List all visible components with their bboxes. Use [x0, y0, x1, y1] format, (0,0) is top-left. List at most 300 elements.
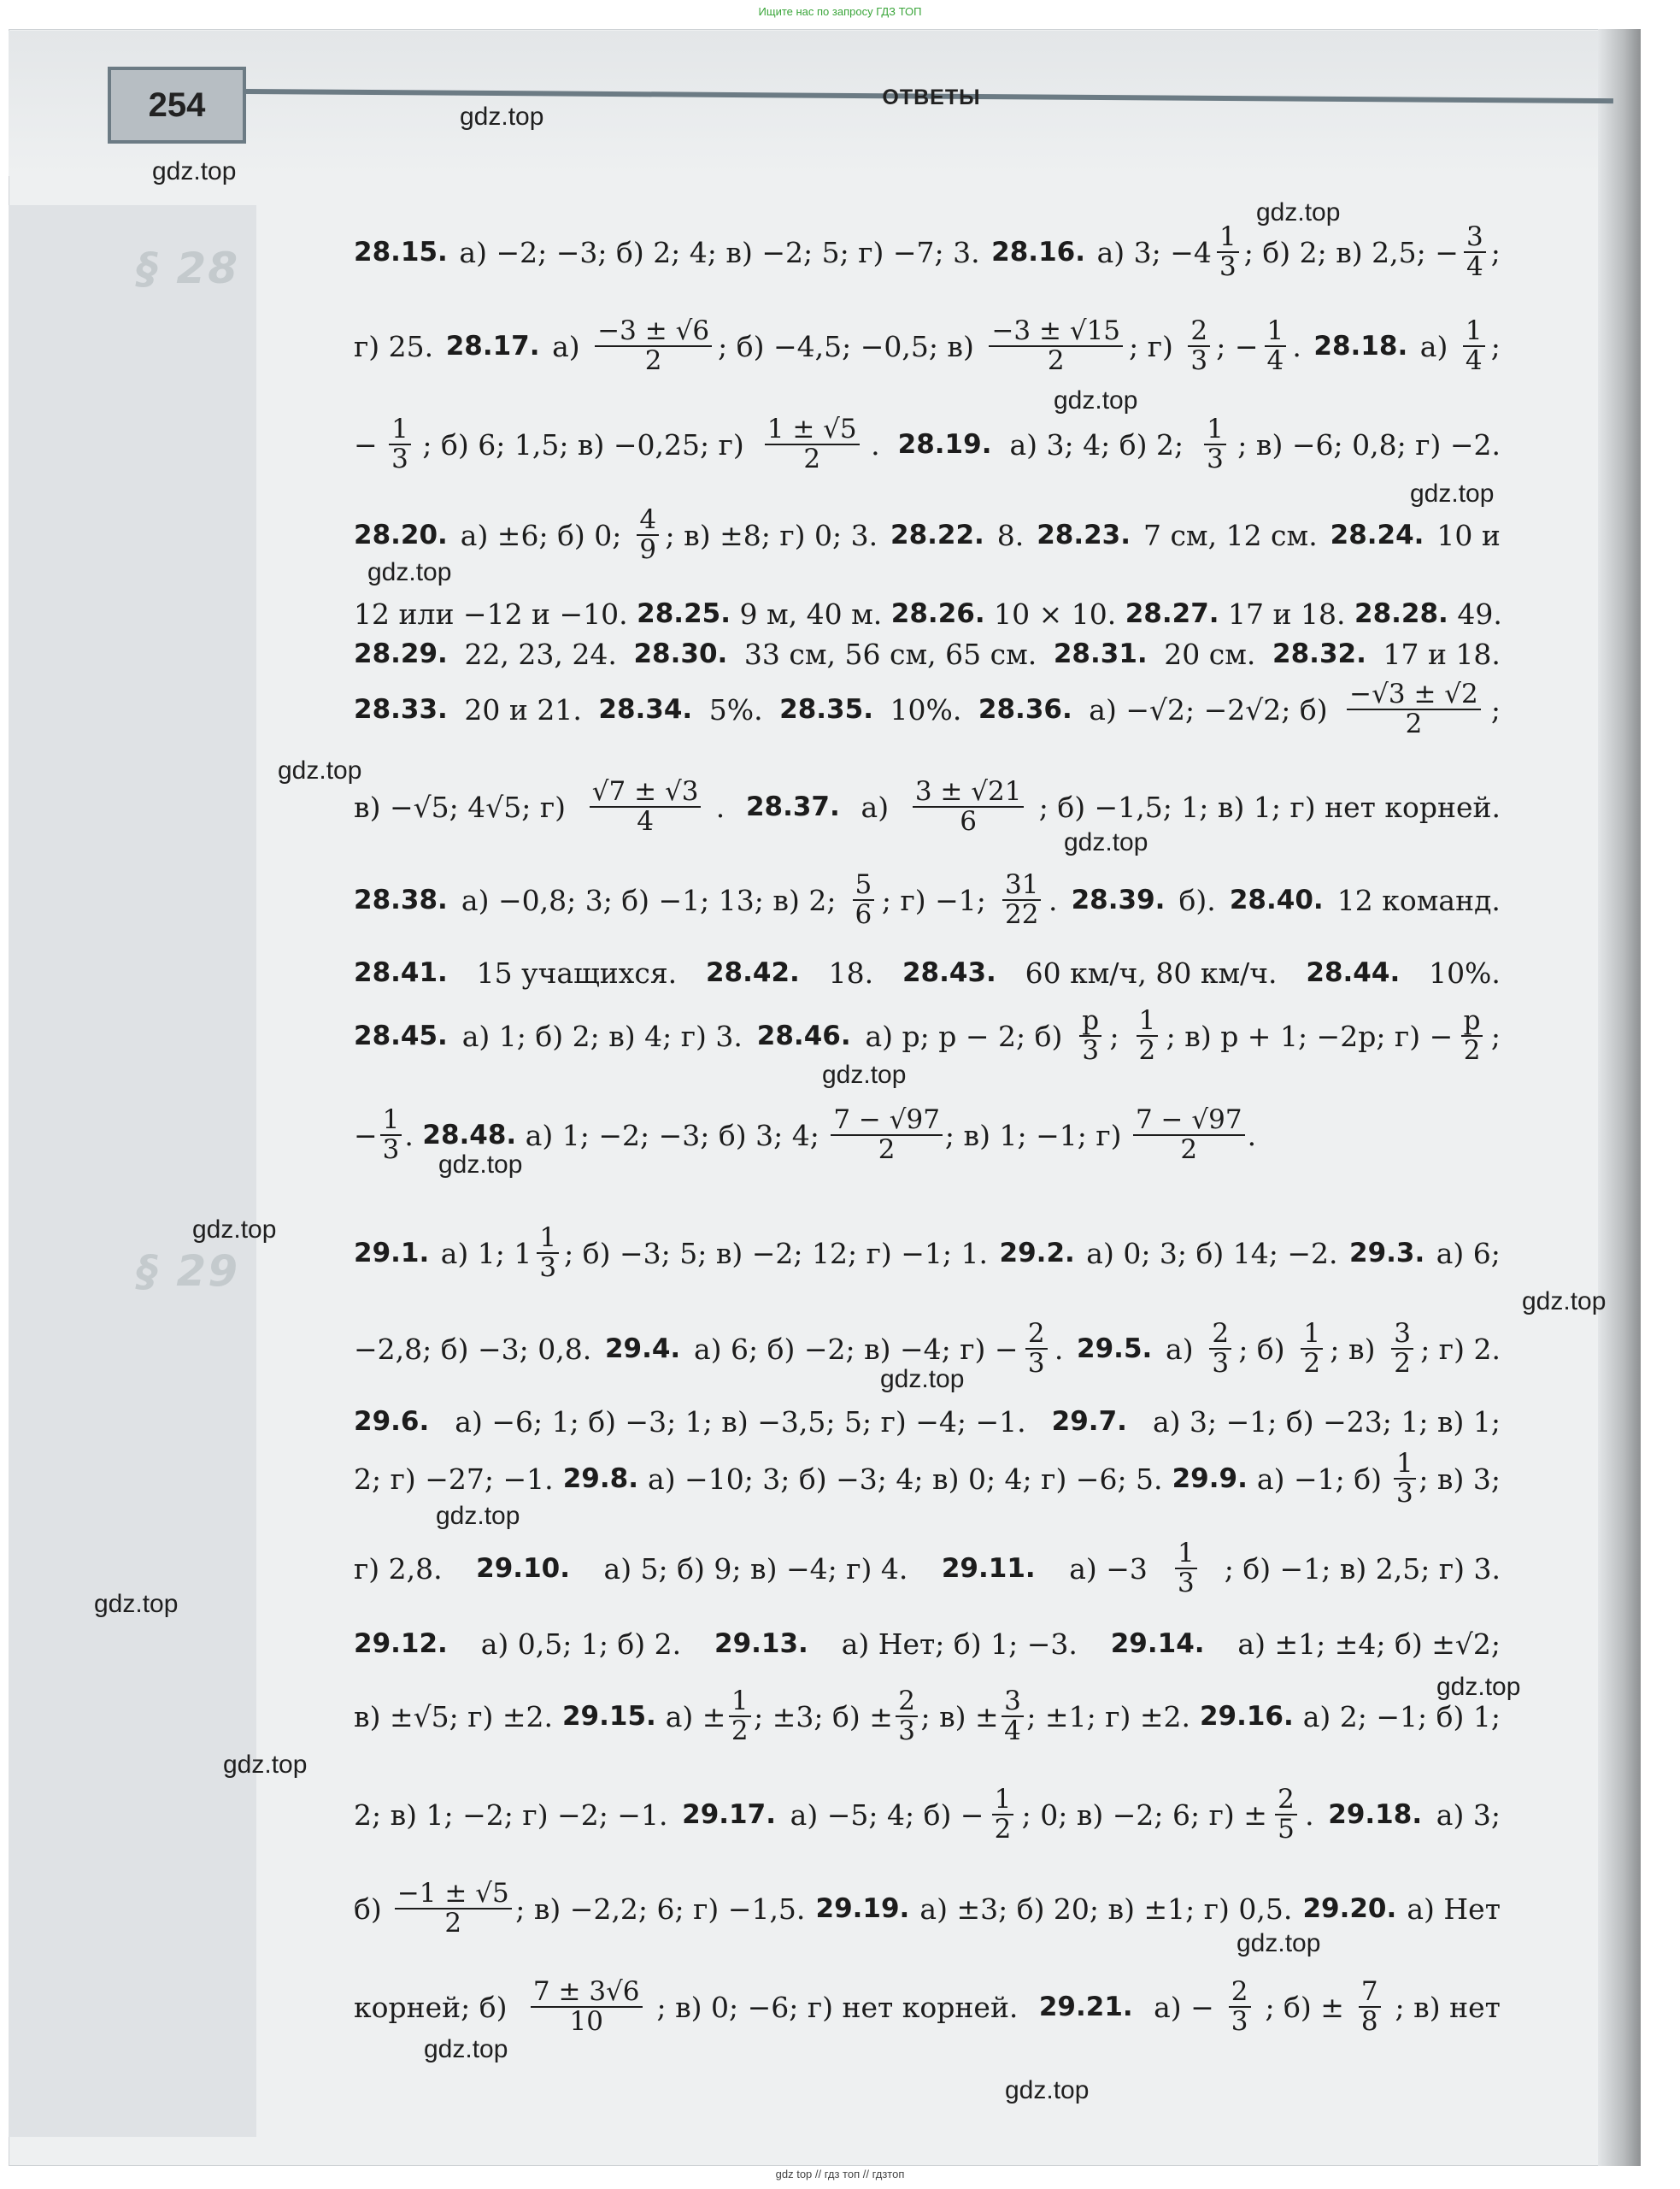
answer-text: ; б) 2; в) 2,5; −	[1243, 235, 1459, 269]
fraction-denominator: 8	[1360, 2006, 1378, 2037]
answer-line	[354, 413, 1501, 474]
answer-text: .	[1049, 883, 1067, 917]
watermark: gdz.top	[192, 1215, 277, 1244]
problem-number: 28.19.	[897, 429, 992, 460]
fraction-numerator: 5	[853, 871, 875, 901]
fraction	[595, 317, 712, 376]
page-spine	[1598, 29, 1641, 2166]
problem-number: 28.29.	[354, 638, 448, 669]
answer-text: г) 25.	[354, 329, 443, 363]
answer-text: а) 5; б) 9; в) −4; г) 4.	[595, 1551, 917, 1586]
fraction-numerator: 1	[1217, 223, 1239, 253]
fraction	[1204, 415, 1226, 474]
problem-number: 28.22.	[890, 520, 984, 550]
problem-number: 28.28.	[1354, 598, 1448, 629]
answer-text: ;	[1490, 1019, 1501, 1053]
watermark: gdz.top	[1237, 1929, 1321, 1957]
watermark: gdz.top	[1410, 480, 1495, 508]
problem-number: 28.35.	[779, 694, 873, 725]
problem-number: 28.30.	[633, 638, 728, 669]
fraction-denominator: 2	[803, 444, 821, 474]
answer-line	[354, 947, 1501, 998]
problem-number: 28.41.	[354, 957, 448, 988]
answer-text: а) 0; 3; б) 14; −2.	[1077, 1236, 1347, 1270]
fraction	[537, 1221, 559, 1283]
fraction-numerator: 2	[1188, 317, 1210, 347]
answer-text: 15 учащихся.	[467, 956, 686, 990]
answer-text: 12 или −12 и −10.	[354, 597, 637, 631]
problem-number: 28.32.	[1272, 638, 1366, 669]
fraction	[380, 1103, 402, 1165]
fraction-denominator: 2	[1180, 1134, 1198, 1165]
bottom-banner: gdz top // гдз топ // гдзтоп	[775, 2168, 905, 2180]
fraction	[1463, 317, 1485, 376]
answer-text: а) −6; 1; б) −3; 1; в) −3,5; 5; г) −4; −1.	[445, 1404, 1036, 1439]
problem-number: 28.17.	[445, 331, 540, 362]
fraction-denominator: 3	[1231, 2006, 1248, 2037]
answer-line	[354, 775, 1501, 837]
fraction-numerator: p	[1079, 1007, 1101, 1037]
problem-number: 29.5.	[1077, 1333, 1153, 1364]
watermark: gdz.top	[424, 2035, 508, 2063]
fraction-numerator: 7	[1359, 1978, 1381, 2008]
fraction	[1137, 1004, 1159, 1066]
answer-text: а) ±6; б) 0;	[451, 518, 631, 552]
fraction-denominator: 2	[1394, 1348, 1411, 1379]
answer-text: .	[1054, 1332, 1072, 1366]
fraction-numerator: −1 ± √5	[395, 1880, 512, 1909]
fraction-denominator: 5	[1278, 1814, 1295, 1845]
answer-text: а) −2; −3; б) 2; 4; в) −2; 5; г) −7; 3.	[449, 235, 990, 269]
fraction-denominator: 4	[1004, 1715, 1021, 1746]
fraction-numerator: 2	[896, 1687, 918, 1717]
answer-line	[354, 1004, 1501, 1066]
problem-number: 29.9.	[1172, 1463, 1248, 1494]
watermark: gdz.top	[1005, 2076, 1090, 2104]
fraction	[989, 317, 1123, 376]
fraction-denominator: 2	[1303, 1348, 1321, 1379]
answer-text: а) Нет; б) 1; −3.	[832, 1627, 1087, 1661]
answer-text: ; −	[1216, 329, 1259, 363]
problem-number: 29.4.	[604, 1333, 681, 1364]
fraction-numerator: 1	[1265, 317, 1287, 347]
watermark: gdz.top	[436, 1502, 520, 1530]
answer-text: а) ±3; б) 20; в) ±1; г) 0,5.	[910, 1892, 1301, 1926]
fraction-numerator: 7 ± 3√6	[531, 1978, 643, 2008]
answer-text: ; в) ±8; г) 0; 3.	[665, 518, 887, 552]
answer-text: ; в) нет	[1395, 1990, 1501, 2024]
problem-number: 28.31.	[1053, 638, 1148, 669]
answer-text: ;	[1490, 235, 1501, 269]
problem-number: 28.45.	[354, 1021, 448, 1051]
problem-number: 29.12.	[354, 1628, 448, 1659]
answer-text: .	[871, 427, 890, 462]
fraction-numerator: 3	[1002, 1687, 1024, 1717]
fraction-numerator: 2	[1275, 1786, 1297, 1815]
problem-number: 29.17.	[682, 1799, 776, 1830]
problem-number: 29.2.	[999, 1238, 1075, 1268]
fraction-numerator: 31	[1002, 871, 1041, 901]
problem-number: 28.43.	[902, 957, 996, 988]
answer-text: ; г)	[1129, 329, 1183, 363]
answer-text: ; в) −6; 0,8; г) −2.	[1237, 427, 1501, 462]
answer-text: ; в) p + 1; −2p; г) −	[1166, 1019, 1454, 1053]
watermark: gdz.top	[460, 103, 544, 131]
fraction-numerator: 2	[1025, 1320, 1048, 1350]
fraction-denominator: 2	[1463, 1035, 1481, 1066]
answer-text: ; ±1; г) ±2.	[1026, 1699, 1200, 1733]
fraction-denominator: 10	[569, 2006, 603, 2037]
answer-text: ;	[1490, 692, 1501, 727]
problem-number: 29.8.	[562, 1463, 638, 1494]
answer-text: ; б) −3; 5; в) −2; 12; г) −1; 1.	[564, 1236, 997, 1270]
fraction-numerator: −√3 ± √2	[1347, 680, 1481, 710]
fraction	[1265, 317, 1287, 376]
answer-text: 10%.	[881, 692, 971, 727]
fraction	[531, 1975, 643, 2037]
problem-number: 28.38.	[354, 885, 448, 915]
answer-text: 7 см, 12 см.	[1134, 518, 1327, 552]
fraction-denominator: 3	[1207, 444, 1224, 474]
fraction	[1002, 1687, 1024, 1746]
answer-text: а) −5; 4; б) −	[781, 1798, 984, 1832]
answer-text: а) −3	[1060, 1551, 1148, 1586]
fraction-numerator: 7 − √97	[1133, 1106, 1245, 1136]
problem-number: 29.1.	[354, 1238, 430, 1268]
fraction-denominator: 3	[1396, 1478, 1413, 1509]
fraction-denominator: 3	[898, 1715, 916, 1746]
answer-text: а) 1; −2; −3; б) 3; 4;	[516, 1118, 829, 1152]
fraction-denominator: 3	[1027, 1348, 1045, 1379]
answer-line	[354, 221, 1501, 282]
answer-text: в) ±√5; г) ±2.	[354, 1699, 562, 1733]
fraction-denominator: 4	[1465, 345, 1483, 376]
fraction-numerator: 7 − √97	[831, 1106, 943, 1136]
problem-number: 29.16.	[1199, 1701, 1294, 1732]
watermark: gdz.top	[822, 1061, 907, 1089]
answer-text: 10 × 10.	[984, 597, 1125, 631]
answer-line	[354, 1447, 1501, 1509]
answer-text: а)	[543, 329, 590, 363]
answer-text: 2; в) 1; −2; г) −2; −1.	[354, 1798, 677, 1832]
fraction-numerator: 1	[729, 1687, 751, 1717]
fraction	[1209, 1317, 1231, 1379]
answer-text: а) −√2; −2√2; б)	[1079, 692, 1337, 727]
answer-text: .	[715, 790, 734, 824]
fraction	[1188, 317, 1210, 376]
answer-text: а)	[1156, 1332, 1203, 1366]
watermark: gdz.top	[367, 558, 452, 586]
header-band	[9, 31, 1632, 176]
fraction-numerator: 1	[1394, 1450, 1416, 1480]
problem-number: 28.48.	[422, 1120, 517, 1150]
answer-text: ; б) −1,5; 1; в) 1; г) нет корней.	[1038, 790, 1501, 824]
answer-text: ; 0; в) −2; 6; г) ±	[1021, 1798, 1267, 1832]
problem-number: 28.25.	[637, 598, 731, 629]
problem-number: 28.39.	[1071, 885, 1166, 915]
fraction	[1359, 1975, 1381, 2037]
fraction	[765, 415, 860, 474]
answer-text: .	[1292, 329, 1311, 363]
fraction	[1002, 868, 1041, 930]
fraction-numerator: 1	[1175, 1539, 1197, 1569]
fraction-denominator: 3	[1212, 1348, 1230, 1379]
fraction-numerator: 1	[992, 1786, 1014, 1815]
answer-line	[354, 628, 1501, 680]
fraction-numerator: 3	[1391, 1320, 1413, 1350]
answer-text: 5%.	[700, 692, 772, 727]
watermark: gdz.top	[152, 157, 237, 185]
problem-number: 28.37.	[745, 791, 840, 822]
answer-text: 17 и 18.	[1219, 597, 1354, 631]
answer-line	[354, 1396, 1501, 1447]
fraction	[896, 1687, 918, 1746]
header-title: ОТВЕТЫ	[882, 85, 981, 109]
fraction-denominator: 2	[994, 1814, 1012, 1845]
answer-text: .	[1305, 1798, 1324, 1832]
answer-text: б)	[354, 1892, 391, 1926]
fraction	[729, 1687, 751, 1746]
fraction-numerator: 4	[637, 506, 659, 536]
problem-number: 29.11.	[941, 1553, 1036, 1584]
fraction	[1217, 223, 1239, 282]
fraction-denominator: 3	[1219, 251, 1237, 282]
answer-text: ; б) −1; в) 2,5; г) 3.	[1224, 1551, 1501, 1586]
answer-text: а) 1; б) 2; в) 4; г) 3.	[453, 1019, 752, 1053]
answer-line	[354, 1537, 1501, 1598]
answer-text: −	[354, 1118, 378, 1152]
problem-number: 29.15.	[561, 1701, 656, 1732]
problem-number: 29.14.	[1110, 1628, 1205, 1659]
answer-text: а) 3; −4	[1088, 235, 1212, 269]
fraction-numerator: −3 ± √6	[595, 317, 712, 347]
watermark: gdz.top	[1054, 386, 1138, 415]
fraction	[1079, 1004, 1101, 1066]
answer-text: 2; г) −27; −1.	[354, 1462, 563, 1496]
fraction-denominator: 3	[1082, 1035, 1100, 1066]
answer-text: ; б) 6; 1,5; в) −0,25; г)	[422, 427, 754, 462]
fraction	[1175, 1539, 1197, 1598]
answer-line	[354, 678, 1501, 739]
fraction-denominator: 2	[1047, 345, 1065, 376]
fraction-denominator: 2	[644, 345, 662, 376]
answer-text: а)	[852, 790, 898, 824]
answer-text: корней; б)	[354, 1990, 516, 2024]
fraction-denominator: 4	[637, 806, 654, 837]
problem-number: 29.18.	[1328, 1799, 1423, 1830]
problem-number: 29.13.	[714, 1628, 808, 1659]
fraction-numerator: 3 ± √21	[913, 778, 1025, 808]
fraction-denominator: 4	[1266, 345, 1284, 376]
fraction	[637, 503, 659, 565]
fraction-denominator: 2	[1138, 1035, 1156, 1066]
problem-number: 28.20.	[354, 520, 448, 550]
fraction-denominator: 2	[1405, 709, 1423, 739]
answer-line	[354, 315, 1501, 376]
fraction-numerator: 1	[537, 1224, 559, 1254]
problem-number: 29.10.	[476, 1553, 570, 1584]
answer-text: −	[354, 427, 378, 462]
fraction-denominator: 3	[1177, 1568, 1195, 1598]
fraction	[992, 1783, 1014, 1845]
top-banner: Ищите нас по запросу ГДЗ ТОП	[758, 5, 922, 18]
answer-text: а) 1; 1	[432, 1236, 532, 1270]
answer-text: 33 см, 56 см, 65 см.	[735, 637, 1046, 671]
answer-line	[354, 1783, 1501, 1845]
answer-text: 18.	[819, 956, 883, 990]
answer-text: 12 команд.	[1328, 883, 1501, 917]
answer-line	[354, 1685, 1501, 1746]
answer-text: ; г) −1;	[881, 883, 996, 917]
problem-number: 29.20.	[1302, 1893, 1397, 1924]
fraction	[1391, 1317, 1413, 1379]
answer-text: а) p; p − 2; б)	[856, 1019, 1072, 1053]
answer-text: 49.	[1448, 597, 1502, 631]
watermark: gdz.top	[880, 1365, 965, 1393]
fraction	[1133, 1103, 1245, 1165]
answer-text: а) −1; б)	[1248, 1462, 1391, 1496]
problem-number: 28.15.	[354, 237, 448, 268]
problem-number: 28.40.	[1229, 885, 1324, 915]
answer-text: 17 и 18.	[1373, 637, 1501, 671]
problem-number: 28.46.	[756, 1021, 851, 1051]
section-label-29: § 29	[137, 1246, 239, 1296]
answer-text: ; в) 3;	[1419, 1462, 1501, 1496]
answer-line	[354, 1221, 1501, 1283]
answer-text: ; б)	[1238, 1332, 1295, 1366]
answer-text: а) 3;	[1427, 1798, 1501, 1832]
answer-text: а) ±	[656, 1699, 726, 1733]
fraction-numerator: p	[1461, 1007, 1483, 1037]
answer-text: а) ±1; ±4; б) ±√2;	[1228, 1627, 1501, 1661]
answer-text: ; в) 0; −6; г) нет корней.	[656, 1990, 1027, 2024]
fraction	[389, 415, 411, 474]
fraction	[1394, 1447, 1416, 1509]
answer-text: а) −10; 3; б) −3; 4; в) 0; 4; г) −6; 5.	[638, 1462, 1172, 1496]
answer-text: ; ±3; б) ±	[754, 1699, 893, 1733]
section-label-28: § 28	[137, 244, 239, 293]
fraction	[1464, 223, 1486, 282]
fraction	[831, 1103, 943, 1165]
answer-text: 22, 23, 24.	[455, 637, 626, 671]
answer-text: ; в)	[1330, 1332, 1384, 1366]
fraction-denominator: 3	[382, 1134, 400, 1165]
watermark: gdz.top	[278, 756, 362, 785]
fraction-denominator: 22	[1004, 899, 1039, 930]
answer-line	[354, 503, 1501, 565]
answer-text: 10%.	[1419, 956, 1501, 990]
fraction-denominator: 9	[639, 534, 657, 565]
fraction-denominator: 3	[539, 1252, 557, 1283]
watermark: gdz.top	[1436, 1673, 1521, 1701]
answer-text: ;	[1490, 329, 1501, 363]
problem-number: 28.18.	[1313, 331, 1408, 362]
watermark: gdz.top	[223, 1751, 308, 1779]
problem-number: 28.34.	[598, 694, 693, 725]
fraction-numerator: 1 ± √5	[765, 415, 860, 445]
problem-number: 29.3.	[1349, 1238, 1425, 1268]
problem-number: 29.7.	[1051, 1406, 1127, 1437]
answer-text: 8.	[988, 518, 1033, 552]
answer-text: 9 м, 40 м.	[731, 597, 891, 631]
fraction-denominator: 3	[391, 444, 408, 474]
answer-text: а) 6;	[1427, 1236, 1501, 1270]
fraction-numerator: 2	[1209, 1320, 1231, 1350]
answer-text: а) 3; −1; б) −23; 1; в) 1;	[1143, 1404, 1501, 1439]
fraction	[590, 775, 702, 837]
answer-text: 20 см.	[1154, 637, 1265, 671]
fraction	[1461, 1004, 1483, 1066]
problem-number: 28.42.	[705, 957, 800, 988]
problem-number: 28.33.	[354, 694, 448, 725]
problem-number: 28.44.	[1306, 957, 1401, 988]
fraction	[913, 775, 1025, 837]
fraction-numerator: 1	[1301, 1320, 1323, 1350]
answer-text: ; в) ±	[920, 1699, 999, 1733]
fraction-denominator: 3	[1190, 345, 1208, 376]
fraction-numerator: 1	[1204, 415, 1226, 445]
fraction-numerator: 1	[1137, 1007, 1159, 1037]
answer-text: .	[1247, 1118, 1257, 1152]
answer-text: ;	[1109, 1019, 1129, 1053]
page-number: 254	[108, 67, 246, 144]
answer-line	[354, 1618, 1501, 1669]
answer-text: б).	[1170, 883, 1225, 917]
fraction-numerator: √7 ± √3	[590, 778, 702, 808]
answer-text: а) −	[1144, 1990, 1214, 2024]
fraction-numerator: 1	[389, 415, 411, 445]
fraction	[1301, 1317, 1323, 1379]
answer-text: ; б) −4,5; −0,5; в)	[718, 329, 984, 363]
answer-text: −2,8; б) −3; 0,8.	[354, 1332, 601, 1366]
problem-number: 28.27.	[1125, 598, 1219, 629]
answer-text: в) −√5; 4√5; г)	[354, 790, 575, 824]
problem-number: 29.6.	[354, 1406, 430, 1437]
fraction	[1347, 680, 1481, 739]
problem-number: 29.21.	[1038, 1992, 1133, 2022]
fraction-numerator: 1	[380, 1106, 402, 1136]
fraction-numerator: −3 ± √15	[989, 317, 1123, 347]
answer-text: ; б) ±	[1265, 1990, 1344, 2024]
answer-text: а) 6; б) −2; в) −4; г) −	[684, 1332, 1019, 1366]
answer-text: а) −0,8; 3; б) −1; 13; в) 2;	[452, 883, 845, 917]
fraction	[1025, 1317, 1048, 1379]
fraction	[395, 1877, 512, 1939]
problem-number: 28.24.	[1330, 520, 1424, 550]
left-margin-strip	[9, 205, 256, 2137]
fraction-denominator: 2	[878, 1134, 896, 1165]
answer-text: 60 км/ч, 80 км/ч.	[1016, 956, 1287, 990]
fraction-numerator: 3	[1464, 223, 1486, 253]
answer-text: ; г) 2.	[1420, 1332, 1501, 1366]
answer-text: ; в) 1; −1; г)	[944, 1118, 1131, 1152]
fraction-denominator: 6	[855, 899, 872, 930]
watermark: gdz.top	[438, 1150, 523, 1179]
answer-text: г) 2,8.	[354, 1551, 452, 1586]
problem-number: 29.19.	[815, 1893, 910, 1924]
answer-line	[354, 1975, 1501, 2037]
answer-text: а) 3; 4; б) 2;	[1000, 427, 1193, 462]
answer-text: а) Нет	[1397, 1892, 1501, 1926]
fraction	[1275, 1783, 1297, 1845]
fraction	[853, 868, 875, 930]
answer-text: а)	[1411, 329, 1457, 363]
answer-text: .	[404, 1118, 423, 1152]
fraction-denominator: 2	[731, 1715, 749, 1746]
fraction-denominator: 2	[444, 1908, 462, 1939]
problem-number: 28.16.	[991, 237, 1086, 268]
answer-text: 20 и 21.	[455, 692, 591, 727]
